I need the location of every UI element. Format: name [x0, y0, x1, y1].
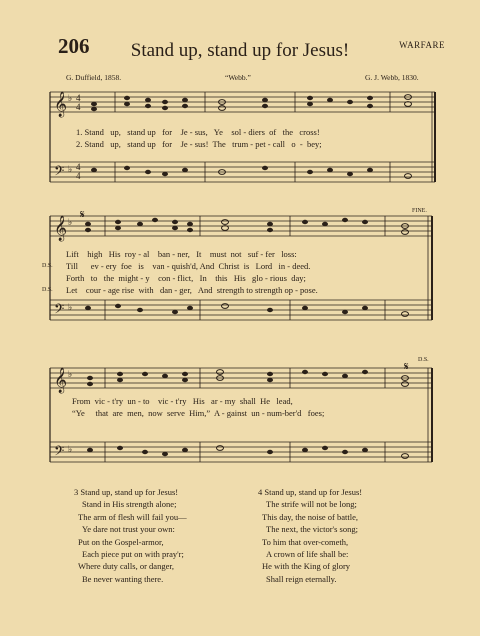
lyric-verse-2-line-1: 2. Stand up, stand up for Je - sus! The trum - pet - call o - bey; [76, 139, 322, 149]
lyric-verse-1-line-4: From vic - t'ry un - to vic - t'ry His ar - my shall He lead, [72, 396, 293, 406]
svg-text:𝄞: 𝄞 [54, 367, 68, 392]
lyric-verse-2-line-2: Forth to the might - y con - flict, In this His glo - rious day; [66, 273, 306, 283]
ds-marker-end: D.S. [418, 357, 429, 363]
svg-text:𝄞: 𝄞 [54, 91, 68, 116]
svg-text:4: 4 [76, 171, 81, 181]
stanza-4-line: To him that over-cometh, [262, 536, 349, 547]
stanza-4-line: 4 Stand up, stand up for Jesus! [258, 487, 363, 497]
stanza-4-line: He with the King of glory [262, 561, 351, 572]
stanza-3-line: Where duty calls, or danger, [78, 561, 174, 572]
stanza-3-line: Stand in His strength alone; [82, 499, 177, 510]
svg-text:𝄢: 𝄢 [54, 165, 65, 182]
stanza-4-line: Shall reign eternally. [266, 573, 337, 584]
lyric-verse-1-line-3: Till ev - ery foe is van - quish'd, And Christ is Lord in - deed. [66, 261, 311, 271]
svg-text:♭: ♭ [68, 444, 73, 454]
words-credit: G. Duffield, 1858. [66, 73, 122, 82]
svg-text:4: 4 [76, 102, 81, 112]
svg-text:♭: ♭ [68, 302, 73, 312]
music-credit: G. J. Webb, 1830. [365, 73, 419, 82]
hymn-number: 206 [58, 34, 90, 58]
stanza-4-line: The next, the victor's song; [266, 524, 358, 535]
svg-text:𝄢: 𝄢 [54, 303, 65, 320]
svg-text:4: 4 [76, 93, 81, 103]
svg-text:4: 4 [76, 162, 81, 172]
stanza-3-line: Put on the Gospel-armor, [78, 536, 164, 547]
lyric-verse-1-line-2: Lift high His roy - al ban - ner, It must not suf - fer loss: [66, 249, 297, 259]
lyric-verse-2-line-3: Let cour - age rise with dan - ger, And strength to strength op - pose. [66, 285, 318, 295]
svg-text:𝄋: 𝄋 [404, 361, 409, 373]
stanza-3-line: Each piece put on with pray'r; [82, 549, 184, 560]
svg-text:♭: ♭ [68, 93, 73, 103]
stanza-4-line: A crown of life shall be: [266, 549, 349, 560]
svg-text:♭: ♭ [68, 369, 73, 379]
lyric-verse-1-line-1: 1. Stand up, stand up for Je - sus, Ye sol - diers of the cross! [76, 127, 320, 137]
lyric-verse-2-line-4: “Ye that are men, now serve Him,” A - gainst un - num-ber'd foes; [72, 408, 325, 418]
tune-name: “Webb.” [225, 73, 251, 82]
stanza-3-line: 3 Stand up, stand up for Jesus! [74, 487, 179, 497]
svg-text:𝄋: 𝄋 [80, 209, 85, 221]
stanza-4-line: The strife will not be long; [266, 499, 357, 510]
hymn-category: WARFARE [399, 40, 445, 50]
stanza-3 [74, 486, 187, 585]
svg-text:𝄢: 𝄢 [54, 445, 65, 462]
stanza-4-line: This day, the noise of battle, [262, 511, 358, 522]
svg-text:♭: ♭ [68, 164, 73, 174]
ds-marker-verse-1: D.S. [42, 263, 53, 269]
stanza-3-line: Be never wanting there. [82, 573, 164, 584]
svg-text:♭: ♭ [68, 217, 73, 227]
stanza-3-line: Ye dare not trust your own: [82, 524, 175, 535]
stanza-4 [258, 486, 362, 585]
hymn-title: Stand up, stand up for Jesus! [130, 40, 350, 61]
ds-marker-verse-2: D.S. [42, 287, 53, 293]
fine-marker: FINE. [412, 208, 427, 214]
svg-text:𝄞: 𝄞 [54, 215, 68, 240]
stanza-3-line: The arm of flesh will fail you— [78, 511, 187, 522]
